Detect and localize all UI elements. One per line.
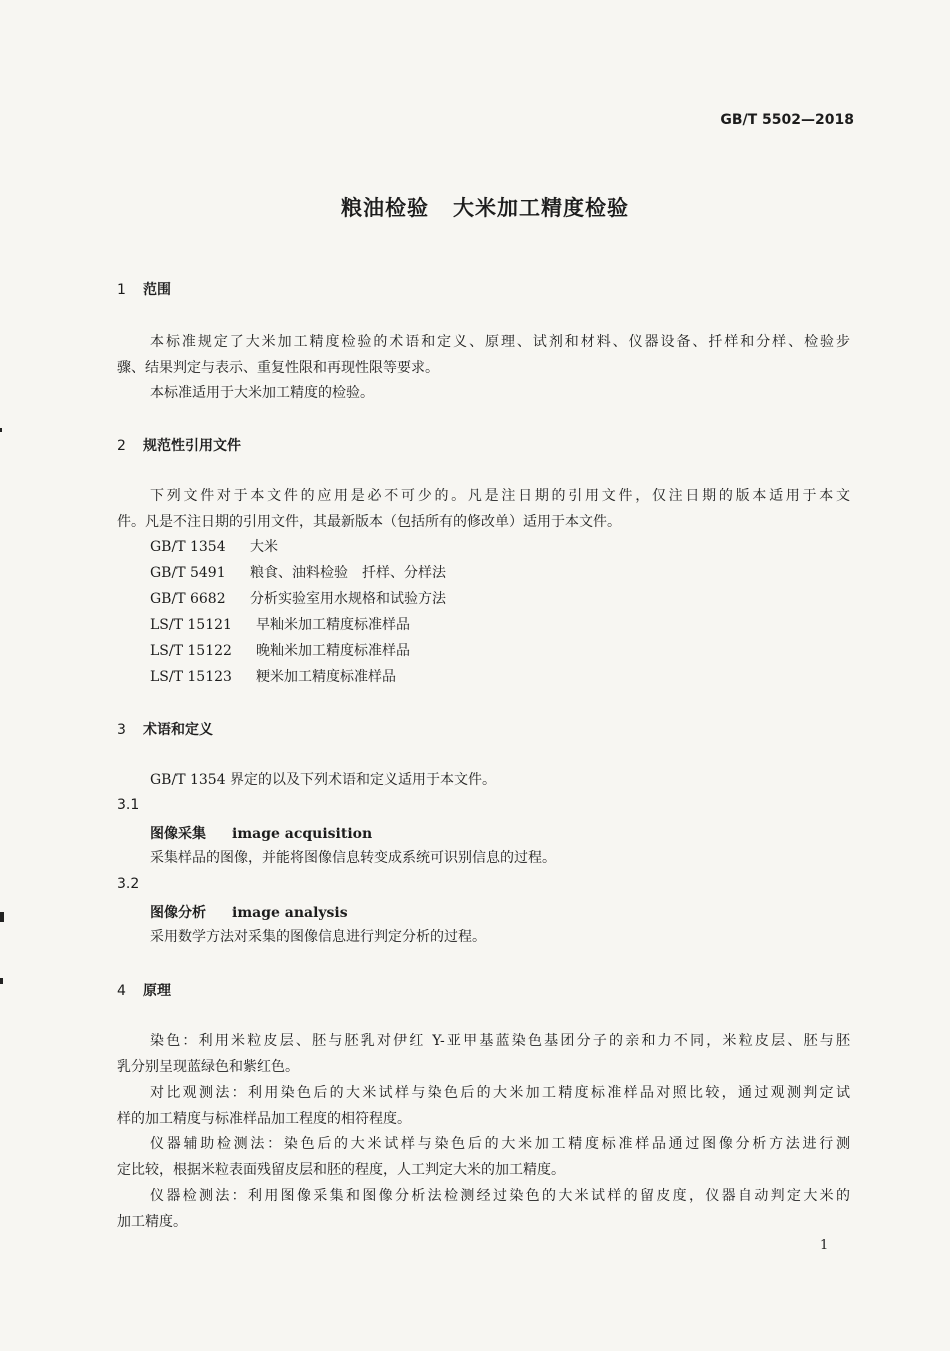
principle-comparison-line-2: 样的加工精度与标准样品加工程度的相符程度。 [117, 1111, 411, 1127]
document-number: GB/T 5502—2018 [720, 112, 854, 128]
section-heading-4: 4 原理 [117, 983, 171, 999]
reference-item: LS/T 15122 晚籼米加工精度标准样品 [150, 643, 410, 659]
section-heading-2: 2 规范性引用文件 [117, 438, 241, 454]
title-part-1: 粮油检验 [341, 196, 429, 220]
term-number: 3.2 [117, 876, 140, 892]
term-heading: 图像采集 image acquisition [150, 826, 373, 842]
principle-comparison-line-1: 对比观测法：利用染色后的大米试样与染色后的大米加工精度标准样品对照比较，通过观测判定试 [150, 1085, 850, 1101]
principle-instrument-line-1: 仪器检测法：利用图像采集和图像分析法检测经过染色的大米试样的留皮度，仪器自动判定大米的 [150, 1188, 850, 1204]
term-number: 3.1 [117, 797, 140, 813]
section-heading-1: 1 范围 [117, 282, 171, 298]
term-heading: 图像分析 image analysis [150, 905, 348, 921]
normref-line-2: 件。凡是不注日期的引用文件，其最新版本（包括所有的修改单）适用于本文件。 [117, 514, 621, 530]
scan-mark [0, 428, 2, 432]
principle-instrument-line-2: 加工精度。 [117, 1214, 187, 1230]
term-definition: 采集样品的图像，并能将图像信息转变成系统可识别信息的过程。 [150, 850, 556, 866]
reference-item: GB/T 5491 粮食、油料检验 扦样、分样法 [150, 565, 446, 581]
principle-dyeing-line-2: 乳分别呈现蓝绿色和紫红色。 [117, 1059, 299, 1075]
reference-item: GB/T 6682 分析实验室用水规格和试验方法 [150, 591, 446, 607]
page-number: 1 [820, 1238, 829, 1253]
scan-mark [0, 978, 3, 984]
reference-item: GB/T 1354 大米 [150, 539, 278, 555]
page-title [0, 192, 950, 222]
reference-item: LS/T 15121 早籼米加工精度标准样品 [150, 617, 410, 633]
principle-assisted-line-1: 仪器辅助检测法：染色后的大米试样与染色后的大米加工精度标准样品通过图像分析方法进行测 [150, 1136, 850, 1152]
scope-applicability: 本标准适用于大米加工精度的检验。 [150, 385, 374, 401]
term-definition: 采用数学方法对采集的图像信息进行判定分析的过程。 [150, 929, 486, 945]
scope-line-1: 本标准规定了大米加工精度检验的术语和定义、原理、试剂和材料、仪器设备、扦样和分样、检验步 [150, 334, 850, 350]
section-heading-3: 3 术语和定义 [117, 722, 213, 738]
principle-assisted-line-2: 定比较，根据米粒表面残留皮层和胚的程度，人工判定大米的加工精度。 [117, 1162, 565, 1178]
reference-item: LS/T 15123 粳米加工精度标准样品 [150, 669, 396, 685]
scan-mark [0, 912, 4, 922]
principle-dyeing-line-1: 染色：利用米粒皮层、胚与胚乳对伊红 Y-亚甲基蓝染色基团分子的亲和力不同，米粒皮层、胚与胚 [150, 1033, 850, 1049]
title-part-2: 大米加工精度检验 [453, 196, 629, 220]
scope-line-2: 骤、结果判定与表示、重复性限和再现性限等要求。 [117, 360, 439, 376]
terms-intro: GB/T 1354 界定的以及下列术语和定义适用于本文件。 [150, 772, 497, 788]
normref-line-1: 下列文件对于本文件的应用是必不可少的。凡是注日期的引用文件，仅注日期的版本适用于本文 [150, 488, 850, 504]
